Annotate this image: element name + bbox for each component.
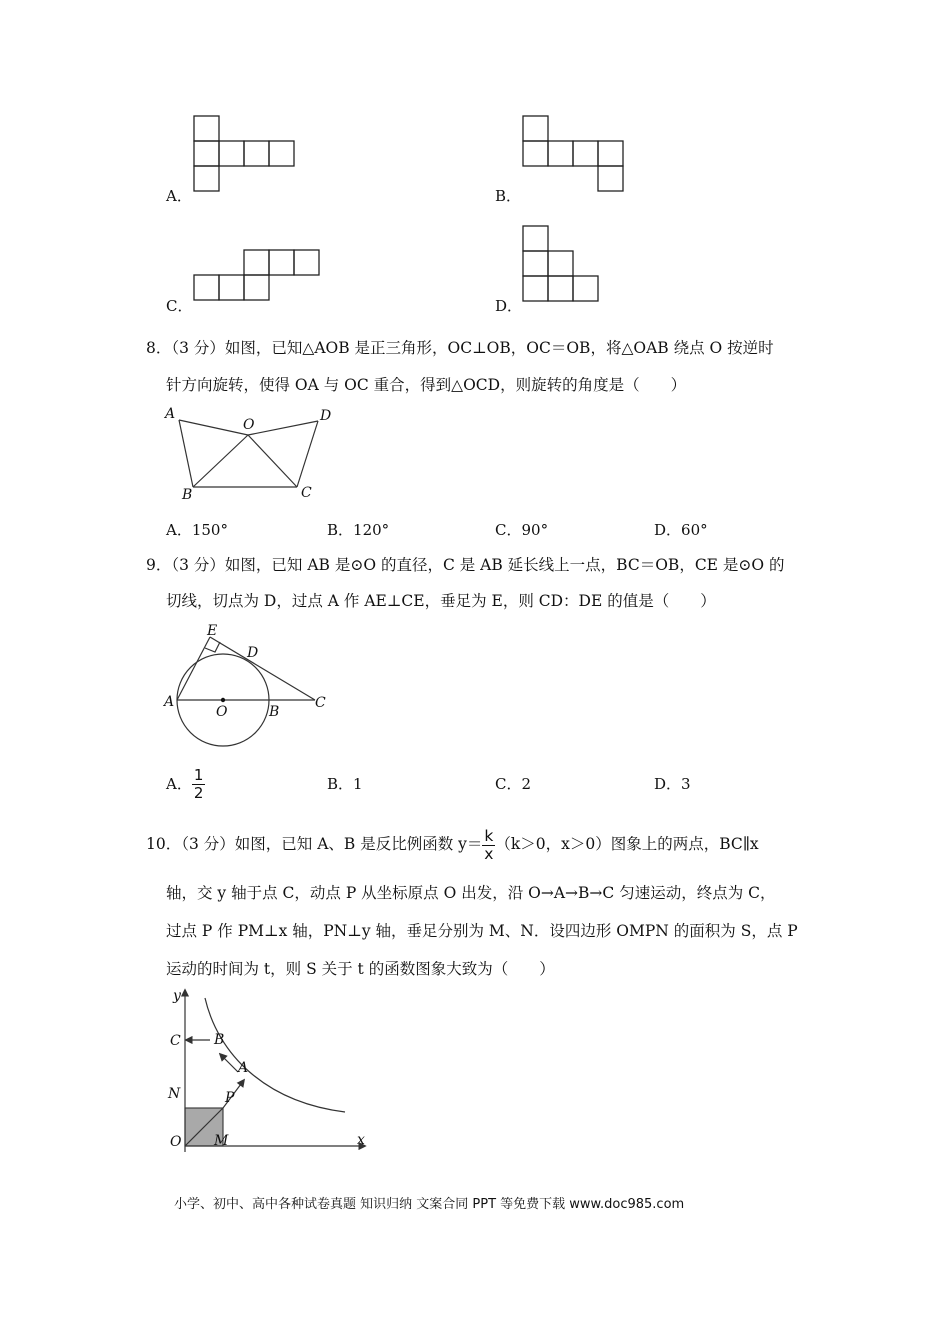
q9-label-o: O	[216, 704, 228, 720]
q10-label-p: P	[225, 1090, 235, 1106]
q8-option-b: B．120°	[327, 521, 390, 539]
q8-option-d: D．60°	[654, 521, 708, 539]
q10-label-m: M	[214, 1133, 229, 1149]
q10-stem-line2: 轴，交 y 轴于点 C，动点 P 从坐标原点 O 出发，沿 O→A→B→C 匀速运动，终点为 C，	[166, 884, 776, 902]
q9-option-a-fraction	[192, 767, 206, 802]
q10-function-figure	[160, 984, 375, 1156]
option-a-label: A．	[166, 187, 192, 205]
q9-option-a-numerator: 1	[193, 765, 204, 784]
q9-label-d: D	[247, 645, 259, 661]
option-c-label: C．	[166, 297, 193, 315]
q10-stem-post: （k＞0，x＞0）图象上的两点，BC∥x	[495, 835, 759, 854]
net-figure-c	[190, 248, 325, 304]
q9-label-c: C	[315, 695, 326, 711]
net-figure-a	[190, 114, 300, 194]
option-d-label: D．	[495, 297, 523, 315]
q10-label-o: O	[170, 1134, 182, 1150]
q10-label-a: A	[238, 1060, 249, 1076]
q10-stem-line3: 过点 P 作 PM⊥x 轴，PN⊥y 轴，垂足分别为 M、N．设四边形 OMPN 的面积为 S，点 P	[166, 922, 798, 940]
q9-label-a: A	[164, 694, 175, 710]
q9-circle-figure	[160, 618, 335, 752]
q9-option-d: D．3	[654, 775, 691, 793]
q10-stem-line1	[146, 824, 759, 866]
q9-option-a-label: A．	[166, 774, 192, 793]
q10-label-b: B	[214, 1032, 225, 1048]
net-figure-b	[519, 114, 629, 194]
q9-label-b: B	[269, 704, 280, 720]
q9-stem-line2: 切线，切点为 D，过点 A 作 AE⊥CE，垂足为 E，则 CD：DE 的值是（ ）	[166, 592, 716, 610]
q10-fraction-numerator: k	[484, 826, 494, 845]
q10-stem-pre: 10．（3 分）如图，已知 A、B 是反比例函数 y＝	[146, 835, 483, 854]
q10-label-c: C	[170, 1033, 181, 1049]
q10-label-x: x	[357, 1132, 365, 1148]
q8-label-o: O	[243, 417, 255, 433]
q8-label-c: C	[301, 485, 312, 501]
q8-label-a: A	[165, 406, 176, 422]
q9-option-b: B．1	[327, 775, 363, 793]
q8-label-b: B	[182, 487, 193, 503]
page-footer: 小学、初中、高中各种试卷真题 知识归纳 文案合同 PPT 等免费下载 www.doc985.com	[174, 1197, 685, 1212]
q9-stem-line1: 9．（3 分）如图，已知 AB 是⊙O 的直径，C 是 AB 延长线上一点，BC＝OB，CE 是⊙O 的	[146, 556, 785, 574]
q10-fraction	[482, 828, 495, 863]
q10-fraction-denominator: x	[484, 844, 494, 863]
q10-label-y: y	[173, 988, 181, 1004]
q8-stem-line1: 8．（3 分）如图，已知△AOB 是正三角形，OC⊥OB，OC＝OB，将△OAB 绕点 O 按逆时	[146, 339, 774, 357]
q8-stem-line2: 针方向旋转，使得 OA 与 OC 重合，得到△OCD，则旋转的角度是（ ）	[166, 376, 687, 394]
q8-option-c: C．90°	[495, 521, 549, 539]
net-figure-d	[519, 223, 609, 305]
q10-stem-line4: 运动的时间为 t，则 S 关于 t 的函数图象大致为（ ）	[166, 960, 555, 978]
q9-option-a	[166, 764, 205, 804]
q10-label-n: N	[168, 1086, 181, 1102]
q9-label-e: E	[207, 623, 218, 639]
q8-rotation-figure	[160, 400, 350, 504]
q8-label-d: D	[320, 408, 332, 424]
option-b-label: B．	[495, 187, 522, 205]
q9-option-c: C．2	[495, 775, 532, 793]
q8-option-a: A．150°	[166, 521, 228, 539]
q9-option-a-denominator: 2	[193, 783, 204, 802]
